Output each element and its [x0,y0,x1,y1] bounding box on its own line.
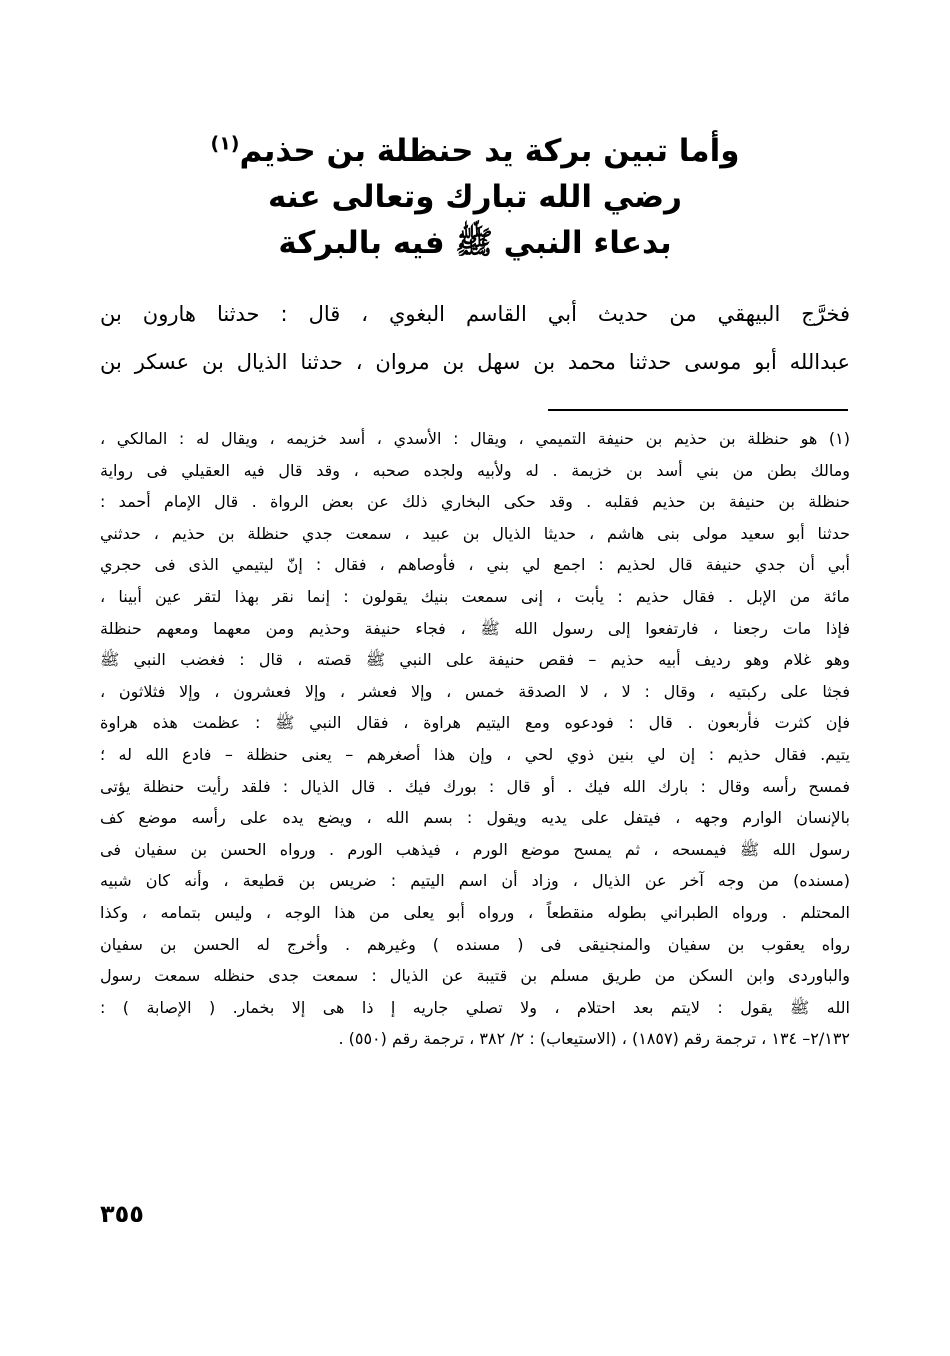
title-line-3: بدعاء النبي ﷺ فيه بالبركة [278,225,672,261]
footnote-line: حنظلة بن حنيفة بن حذيم فقلبه . وقد حكى البخاري ذلك عن بعض الرواة . قال الإمام أحمد : [100,492,850,512]
footnote-line: أبي أن جدي حنيفة قال لحذيم : اجمع لي بني ، فأوصاهم ، فقال : إنّ ليتيمي الذى فى حجري [100,555,850,575]
page-number: ٣٥٥ [100,1200,144,1228]
footnote-line: فإن كثرت فأربعون . قال : فودعوه ومع اليتيم هراوة ، فقال النبي ﷺ : عظمت هذه هراوة [100,713,850,733]
main-paragraph [100,290,850,386]
title-line-1: وأما تبين بركة يد حنظلة بن حذيم$^{(١)}$ [210,132,740,169]
footnote-line: فمسح رأسه وقال : بارك الله فيك . أو قال : بورك فيك . قال الذيال : فلقد رأيت حنظلة يؤتى [100,776,850,796]
body-line: فخرَّج البيهقي من حديث أبي القاسم البغوي ، قال : حدثنا هارون بن [100,302,850,326]
footnote-line: مائة من الإبل . فقال حذيم : يأبت ، إنى سمعت بنيك يقولون : إنما نقر بهذا لتقر عين أبينا ، [100,586,850,606]
footnote-separator [548,409,848,411]
body-line: عبدالله أبو موسى حدثنا محمد بن سهل بن مروان ، حدثنا الذيال بن عسكر بن [100,350,850,374]
footnote-line: بالإنسان الوارم وجهه ، فيتفل على يديه ويقول : بسم الله ، ويضع يده على رأسه موضع كف [100,808,850,828]
footnote-line: يتيم. فقال حذيم : إن لي بنين ذوي لحي ، وإن هذا أصغرهم – يعنى حنظلة – فادع الله له ؛ [100,744,850,764]
footnote-line: ومالك بطن من بني أسد بن خزيمة . له ولأبيه ولجده صحبه ، وقد قال فيه العقيلي فى رواية [100,460,850,480]
footnote-block [100,423,850,1055]
title-footnote-marker: (١) [210,132,240,155]
footnote-line: فجثا على ركبتيه ، وقال : لا ، لا الصدقة خمس ، وإلا فعشر ، وإلا فعشرون ، وإلا فثلاثون ، [100,681,850,701]
footnote-line: والباوردى وابن السكن من طريق مسلم بن قتيبة عن الذيال : سمعت جدى حنظله سمعت رسول [100,966,850,986]
footnote-line: فإذا مات رجعنا ، فارتفعوا إلى رسول الله ﷺ ، فجاء حنيفة وحذيم ومن معهما ومعهم حنظلة [100,618,850,638]
footnote-line: رسول الله ﷺ فيمسحه ، ثم يمسح موضع الورم ، فيذهب الورم . ورواه الحسن بن سفيان فى [100,839,850,859]
footnote-line: رواه يعقوب بن سفيان والمنجنيقى فى ( مسنده ) وغيرهم . وأخرج له الحسن بن سفيان [100,934,850,954]
footnote-line: (١) هو حنظلة بن حذيم بن حنيفة التميمي ، ويقال : الأسدي ، أسد خزيمه ، ويقال له : المالكي ، [100,429,850,448]
footnote-line: الله ﷺ يقول : لايتم بعد احتلام ، ولا تصلي جاريه إ ذا هى إلا بخمار. ( الإصابة ) : [100,997,850,1017]
section-title [150,128,800,266]
footnote-line: وهو غلام وهو رديف أبيه حذيم – فقص حنيفة على النبي ﷺ قصته ، قال : فغضب النبي ﷺ [100,650,850,670]
footnote-line: ٢/١٣٢– ١٣٤ ، ترجمة رقم (١٨٥٧) ، (الاستيعاب) : ٢/ ٣٨٢ ، ترجمة رقم (٥٥٠) . [338,1029,850,1049]
footnote-line: (مسنده) من وجه آخر عن الذيال ، وزاد أن اسم اليتيم : ضريس بن قطيعة ، وأنه كان شبيه [100,871,850,891]
footnote-line: حدثنا أبو سعيد مولى بنى هاشم ، حديثا الذيال بن عبيد ، سمعت جدي حنظلة بن حذيم ، حدثني [100,523,850,543]
title-line-2: رضي الله تبارك وتعالى عنه [268,179,682,215]
footnote-line: المحتلم . ورواه الطبراني بطوله منقطعاً ، ورواه أبو يعلى من هذا الوجه ، وليس بتمامه ، وكذا [100,902,850,922]
